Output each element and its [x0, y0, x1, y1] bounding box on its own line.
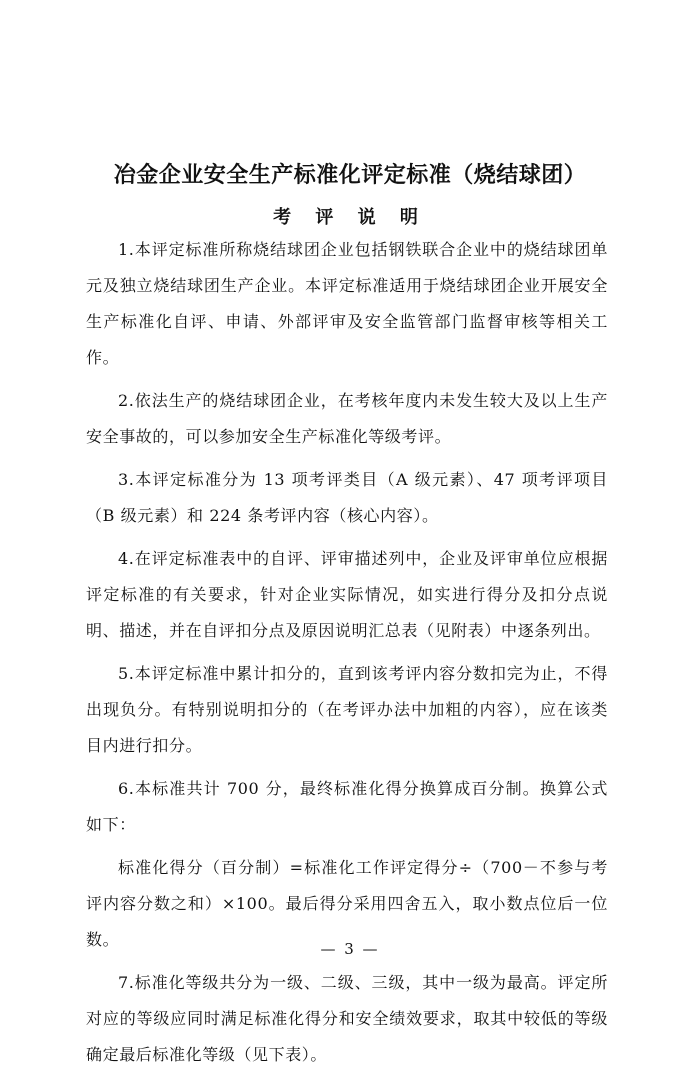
paragraph-2: 2.依法生产的烧结球团企业，在考核年度内未发生较大及以上生产安全事故的，可以参加安全生产标准化等级考评。	[86, 391, 608, 446]
paragraph-5: 5.本评定标准中累计扣分的，直到该考评内容分数扣完为止，不得出现负分。有特别说明扣分的（在考评办法中加粗的内容），应在该类目内进行扣分。	[86, 664, 608, 755]
paragraph-1: 1.本评定标准所称烧结球团企业包括钢铁联合企业中的烧结球团单元及独立烧结球团生产企业。本评定标准适用于烧结球团企业开展安全生产标准化自评、申请、外部评审及安全监管部门监督审核等相关工作。	[86, 240, 608, 367]
paragraph-7: 7.标准化等级共分为一级、二级、三级，其中一级为最高。评定所对应的等级应同时满足标准化得分和安全绩效要求，取其中较低的等级确定最后标准化等级（见下表）。	[86, 973, 608, 1064]
paragraph-6: 6.本标准共计 700 分，最终标准化得分换算成百分制。换算公式如下：	[86, 779, 608, 834]
paragraph-4: 4.在评定标准表中的自评、评审描述列中，企业及评审单位应根据评定标准的有关要求，针对企业实际情况，如实进行得分及扣分点说明、描述，并在自评扣分点及原因说明汇总表（见附表）中逐条列出。	[86, 549, 608, 640]
formula-paragraph: 标准化得分（百分制）=标准化工作评定得分÷（700－不参与考评内容分数之和）×100。最后得分采用四舍五入，取小数点位后一位数。	[86, 858, 608, 949]
section-subtitle: 考 评 说 明	[273, 207, 427, 228]
page-number: — 3 —	[320, 940, 380, 958]
document-title: 冶金企业安全生产标准化评定标准（烧结球团）	[113, 163, 587, 188]
paragraph-3: 3.本评定标准分为 13 项考评类目（A 级元素）、47 项考评项目（B 级元素）和 224 条考评内容（核心内容）。	[86, 470, 608, 525]
